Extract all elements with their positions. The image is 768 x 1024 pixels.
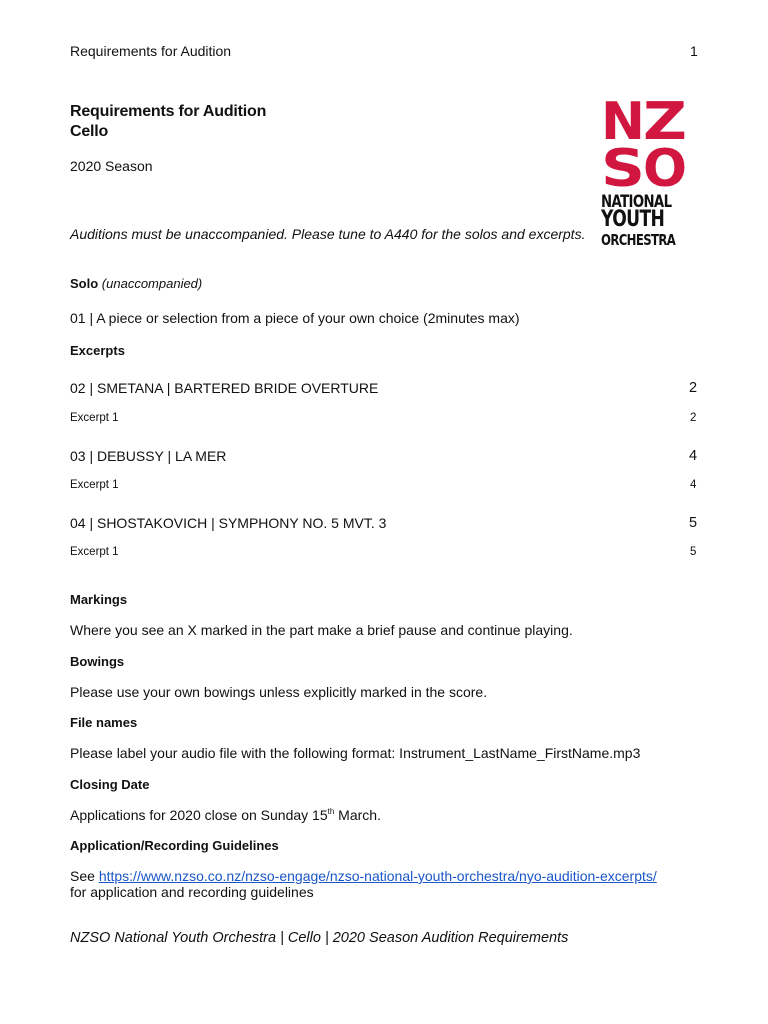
closing-date-heading: Closing Date xyxy=(70,777,150,792)
solo-item: 01 | A piece or selection from a piece of your own choice (2minutes max) xyxy=(70,310,520,326)
page-footer: NZSO National Youth Orchestra | Cello | 2020 Season Audition Requirements xyxy=(70,930,569,946)
nzso-mark-icon xyxy=(600,92,690,192)
excerpt-sub-page: 5 xyxy=(690,546,697,558)
page-number: 1 xyxy=(690,43,698,59)
markings-text: Where you see an X marked in the part make a brief pause and continue playing. xyxy=(70,622,573,638)
logo-letter: N xyxy=(601,92,645,152)
closing-date-ordinal: th xyxy=(327,807,335,816)
logo-letter: Z xyxy=(643,92,687,152)
nzso-logo xyxy=(600,92,690,252)
markings-heading: Markings xyxy=(70,592,128,607)
excerpt-title: 02 | SMETANA | BARTERED BRIDE OVERTURE xyxy=(70,380,379,396)
excerpt-title: 03 | DEBUSSY | LA MER xyxy=(70,448,227,464)
season-label: 2020 Season xyxy=(70,158,153,174)
excerpt-sub-page: 4 xyxy=(690,479,697,491)
title-line-1: Requirements for Audition xyxy=(70,103,267,120)
running-header: Requirements for Audition xyxy=(70,43,232,59)
closing-date-month: March. xyxy=(334,807,381,823)
excerpt-sub: Excerpt 1 xyxy=(70,479,119,491)
excerpt-page: 5 xyxy=(689,515,698,531)
excerpt-sub-page: 2 xyxy=(690,412,697,424)
excerpt-page: 4 xyxy=(689,448,698,464)
excerpt-sub: Excerpt 1 xyxy=(70,412,119,424)
instructions-text: Auditions must be unaccompanied. Please tune to A440 for the solos and excerpts. xyxy=(70,226,586,242)
guidelines-after: for application and recording guidelines xyxy=(70,884,314,900)
bowings-text: Please use your own bowings unless explicitly marked in the score. xyxy=(70,684,488,700)
closing-date-main: Applications for 2020 close on Sunday 15 xyxy=(70,807,328,823)
document-title xyxy=(70,102,266,142)
file-names-text: Please label your audio file with the following format: Instrument_LastName_FirstName.mp3 xyxy=(70,745,641,761)
logo-line-youth: YOUTH xyxy=(601,207,665,232)
closing-date-text xyxy=(70,807,381,823)
logo-line-national: NATIONAL xyxy=(601,192,672,212)
solo-heading-label: Solo xyxy=(70,276,99,291)
excerpt-page: 2 xyxy=(689,380,698,396)
guidelines-heading: Application/Recording Guidelines xyxy=(70,838,279,853)
excerpts-heading: Excerpts xyxy=(70,343,125,358)
solo-qualifier: (unaccompanied) xyxy=(101,276,203,291)
excerpt-title: 04 | SHOSTAKOVICH | SYMPHONY NO. 5 MVT. 3 xyxy=(70,515,387,531)
guidelines-see: See xyxy=(70,868,99,884)
logo-letter: O xyxy=(643,139,687,192)
file-names-heading: File names xyxy=(70,715,138,730)
logo-line-orchestra: ORCHESTRA xyxy=(601,231,676,249)
solo-heading xyxy=(70,276,202,291)
title-line-2: Cello xyxy=(70,123,109,140)
guidelines-link[interactable]: https://www.nzso.co.nz/nzso-engage/nzso-national-youth-orchestra/nyo-audition-excerpts/ xyxy=(98,868,657,884)
bowings-heading: Bowings xyxy=(70,654,125,669)
excerpt-sub: Excerpt 1 xyxy=(70,546,119,558)
guidelines-text xyxy=(70,868,657,884)
logo-letter: S xyxy=(601,139,645,192)
